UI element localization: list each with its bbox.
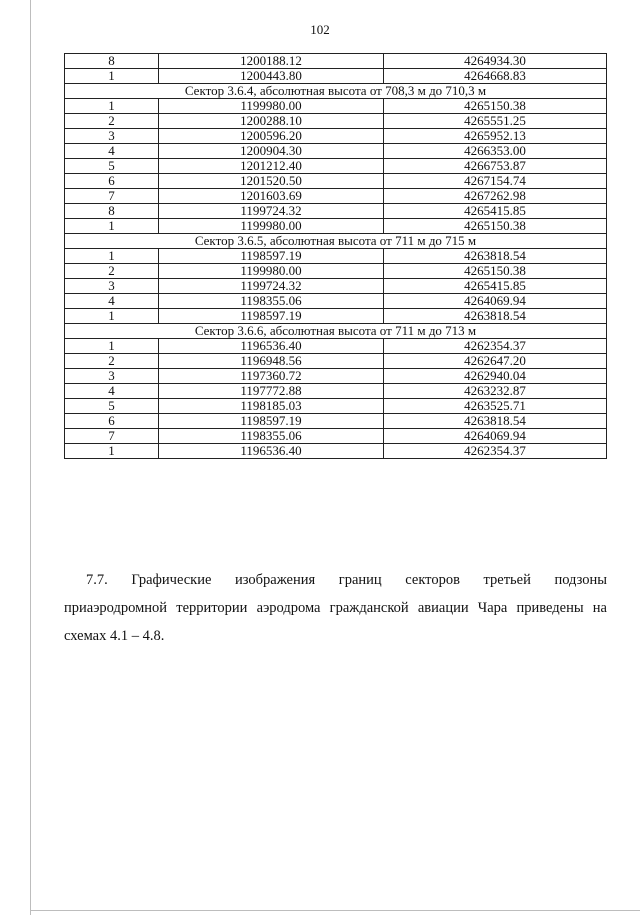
table-row [65,369,607,384]
point-number-cell: 1 [65,99,159,114]
point-number-cell: 1 [65,249,159,264]
x-coordinate-cell: 1201212.40 [159,159,384,174]
scan-edge-left [30,0,31,915]
point-number-cell: 7 [65,429,159,444]
point-number-cell: 2 [65,114,159,129]
y-coordinate-cell: 4264069.94 [384,294,607,309]
y-coordinate-cell: 4267154.74 [384,174,607,189]
x-coordinate-cell: 1198597.19 [159,309,384,324]
y-coordinate-cell: 4265551.25 [384,114,607,129]
x-coordinate-cell: 1199980.00 [159,99,384,114]
x-coordinate-cell: 1197360.72 [159,369,384,384]
point-number-cell: 1 [65,219,159,234]
y-coordinate-cell: 4266753.87 [384,159,607,174]
point-number-cell: 3 [65,369,159,384]
point-number-cell: 4 [65,144,159,159]
x-coordinate-cell: 1199980.00 [159,219,384,234]
table-row [65,114,607,129]
point-number-cell: 2 [65,264,159,279]
table-row [65,354,607,369]
x-coordinate-cell: 1198597.19 [159,414,384,429]
point-number-cell: 5 [65,399,159,414]
y-coordinate-cell: 4265150.38 [384,264,607,279]
x-coordinate-cell: 1201520.50 [159,174,384,189]
table-row [65,399,607,414]
coordinates-table-body [65,54,607,459]
x-coordinate-cell: 1196536.40 [159,339,384,354]
point-number-cell: 5 [65,159,159,174]
table-row [65,99,607,114]
paragraph-line-1: 7.7. Графические изображения границ секторов третьей подзоны [86,572,607,588]
point-number-cell: 1 [65,444,159,459]
x-coordinate-cell: 1197772.88 [159,384,384,399]
table-row [65,69,607,84]
y-coordinate-cell: 4266353.00 [384,144,607,159]
x-coordinate-cell: 1198355.06 [159,294,384,309]
point-number-cell: 1 [65,309,159,324]
section-7-7-paragraph [64,566,607,650]
sector-header-row [65,84,607,99]
point-number-cell: 3 [65,279,159,294]
table-row [65,249,607,264]
point-number-cell: 8 [65,204,159,219]
y-coordinate-cell: 4265415.85 [384,204,607,219]
sector-title: Сектор 3.6.5, абсолютная высота от 711 м до 715 м [65,234,607,249]
x-coordinate-cell: 1198355.06 [159,429,384,444]
x-coordinate-cell: 1196536.40 [159,444,384,459]
y-coordinate-cell: 4265415.85 [384,279,607,294]
page-number: 102 [310,22,330,37]
point-number-cell: 4 [65,294,159,309]
y-coordinate-cell: 4264668.83 [384,69,607,84]
y-coordinate-cell: 4262354.37 [384,339,607,354]
x-coordinate-cell: 1196948.56 [159,354,384,369]
x-coordinate-cell: 1198185.03 [159,399,384,414]
table-row [65,144,607,159]
point-number-cell: 4 [65,384,159,399]
table-row [65,279,607,294]
point-number-cell: 7 [65,189,159,204]
sector-header-row [65,234,607,249]
paragraph-line-3: схемах 4.1 – 4.8. [64,628,165,644]
table-row [65,174,607,189]
table-row [65,309,607,324]
sector-header-row [65,324,607,339]
y-coordinate-cell: 4262647.20 [384,354,607,369]
x-coordinate-cell: 1198597.19 [159,249,384,264]
x-coordinate-cell: 1199724.32 [159,279,384,294]
point-number-cell: 1 [65,69,159,84]
point-number-cell: 1 [65,339,159,354]
y-coordinate-cell: 4264069.94 [384,429,607,444]
x-coordinate-cell: 1199724.32 [159,204,384,219]
x-coordinate-cell: 1200188.12 [159,54,384,69]
y-coordinate-cell: 4265150.38 [384,219,607,234]
sector-title: Сектор 3.6.4, абсолютная высота от 708,3 м до 710,3 м [65,84,607,99]
table-row [65,219,607,234]
x-coordinate-cell: 1200596.20 [159,129,384,144]
y-coordinate-cell: 4264934.30 [384,54,607,69]
x-coordinate-cell: 1200288.10 [159,114,384,129]
y-coordinate-cell: 4263818.54 [384,249,607,264]
table-row [65,54,607,69]
point-number-cell: 3 [65,129,159,144]
x-coordinate-cell: 1201603.69 [159,189,384,204]
table-row [65,444,607,459]
x-coordinate-cell: 1199980.00 [159,264,384,279]
table-row [65,204,607,219]
table-row [65,384,607,399]
table-row [65,189,607,204]
table-row [65,339,607,354]
sector-title: Сектор 3.6.6, абсолютная высота от 711 м до 713 м [65,324,607,339]
y-coordinate-cell: 4262940.04 [384,369,607,384]
scan-edge-bottom [30,910,640,911]
y-coordinate-cell: 4262354.37 [384,444,607,459]
table-row [65,264,607,279]
point-number-cell: 2 [65,354,159,369]
table-row [65,294,607,309]
point-number-cell: 8 [65,54,159,69]
paragraph-line-2: приаэродромной территории аэродрома гражданской авиации Чара приведены на [64,600,607,616]
x-coordinate-cell: 1200904.30 [159,144,384,159]
x-coordinate-cell: 1200443.80 [159,69,384,84]
y-coordinate-cell: 4263232.87 [384,384,607,399]
coordinates-table [64,53,607,459]
table-row [65,414,607,429]
table-row [65,159,607,174]
point-number-cell: 6 [65,174,159,189]
table-row [65,429,607,444]
point-number-cell: 6 [65,414,159,429]
y-coordinate-cell: 4263818.54 [384,414,607,429]
table-row [65,129,607,144]
y-coordinate-cell: 4263525.71 [384,399,607,414]
y-coordinate-cell: 4265150.38 [384,99,607,114]
y-coordinate-cell: 4265952.13 [384,129,607,144]
y-coordinate-cell: 4267262.98 [384,189,607,204]
y-coordinate-cell: 4263818.54 [384,309,607,324]
